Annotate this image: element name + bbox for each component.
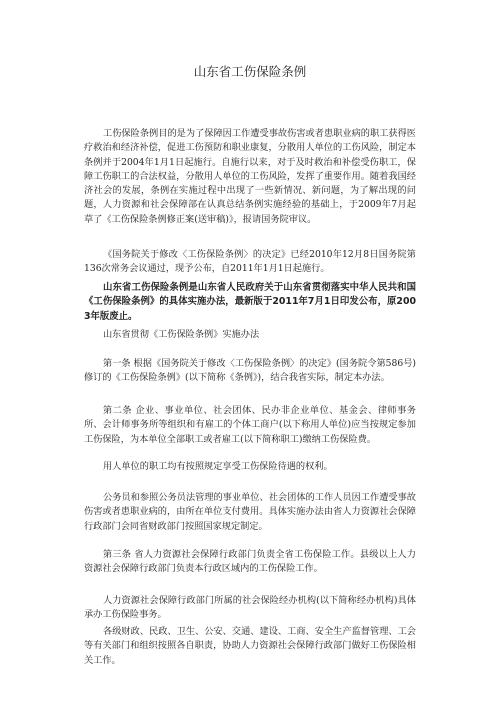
paragraph-article-2-civil-servants: 公务员和参照公务员法管理的事业单位、社会团体的工作人员因工作遭受事故伤害或者患职业病的，由所在单位支付费用。具体实施办法由省人力资源社会保障行政部门会同省财政部门按照国家规定制定。: [84, 492, 416, 532]
paragraph-measures-heading: 山东省贯彻《工伤保险条例》实施办法: [103, 329, 260, 340]
paragraph-article-1: 第一条 根据《国务院关于修改〈工伤保险条例〉的决定》(国务院令第586号)修订的《工伤保险条例》(以下简称《条例》)，结合我省实际，制定本办法。: [84, 358, 416, 384]
document-title: 山东省工伤保险条例: [193, 64, 307, 79]
paragraph-article-2-rights: 用人单位的职工均有按照规定享受工伤保险待遇的权利。: [103, 461, 333, 472]
paragraph-article-2: 第二条 企业、事业单位、社会团体、民办非企业单位、基金会、律师事务所、会计师事务所等组织和有雇工的个体工商户(以下称用人单位)应当按规定参加工伤保险，为本单位全部职工或者雇工(以下简称职工)缴纳工伤保险费。: [84, 405, 416, 445]
paragraph-state-council-decision: 《国务院关于修改〈工伤保险条例〉的决定》已经2010年12月8日国务院第136次常务会议通过，现予公布，自2011年1月1日起施行。: [84, 249, 416, 275]
paragraph-article-3-agency: 人力资源社会保障行政部门所属的社会保险经办机构(以下简称经办机构)具体承办工伤保险事务。: [84, 595, 416, 621]
paragraph-article-3: 第三条 省人力资源社会保障行政部门负责全省工伤保险工作。县级以上人力资源社会保障行政部门负责本行政区域内的工伤保险工作。: [84, 549, 416, 575]
paragraph-article-3-departments: 各级财政、民政、卫生、公安、交通、建设、工商、安全生产监督管理、工会等有关部门和组织按照各自职责，协助人力资源社会保障行政部门做好工伤保险相关工作。: [84, 626, 416, 666]
paragraph-intro: 工伤保险条例目的是为了保障因工作遭受事故伤害或者患职业病的职工获得医疗救治和经济补偿，促进工伤预防和职业康复，分散用人单位的工伤风险，制定本条例并于2004年1月1日起施行。自施行以来，对于及时救治和补偿受伤职工，保障工伤职工的合法权益，分散用人单位的工伤风险，发挥了重要作用。随着我国经济社会的发展，条例在实施过程中出现了一些新情况、新问题，为了解出现的问题，人力资源和社会保障部在认真总结条例实施经验的基础上，于2009年7月起草了《工伤保险条例修正案(送审稿)》，报请国务院审议。: [84, 128, 416, 225]
paragraph-summary-bold: 山东省工伤保险条例是山东省人民政府关于山东省贯彻落实中华人民共和国《工伤保险条例》的具体实施办法，最新版于2011年7月1日印发公布，原2003年版废止。: [84, 282, 416, 322]
